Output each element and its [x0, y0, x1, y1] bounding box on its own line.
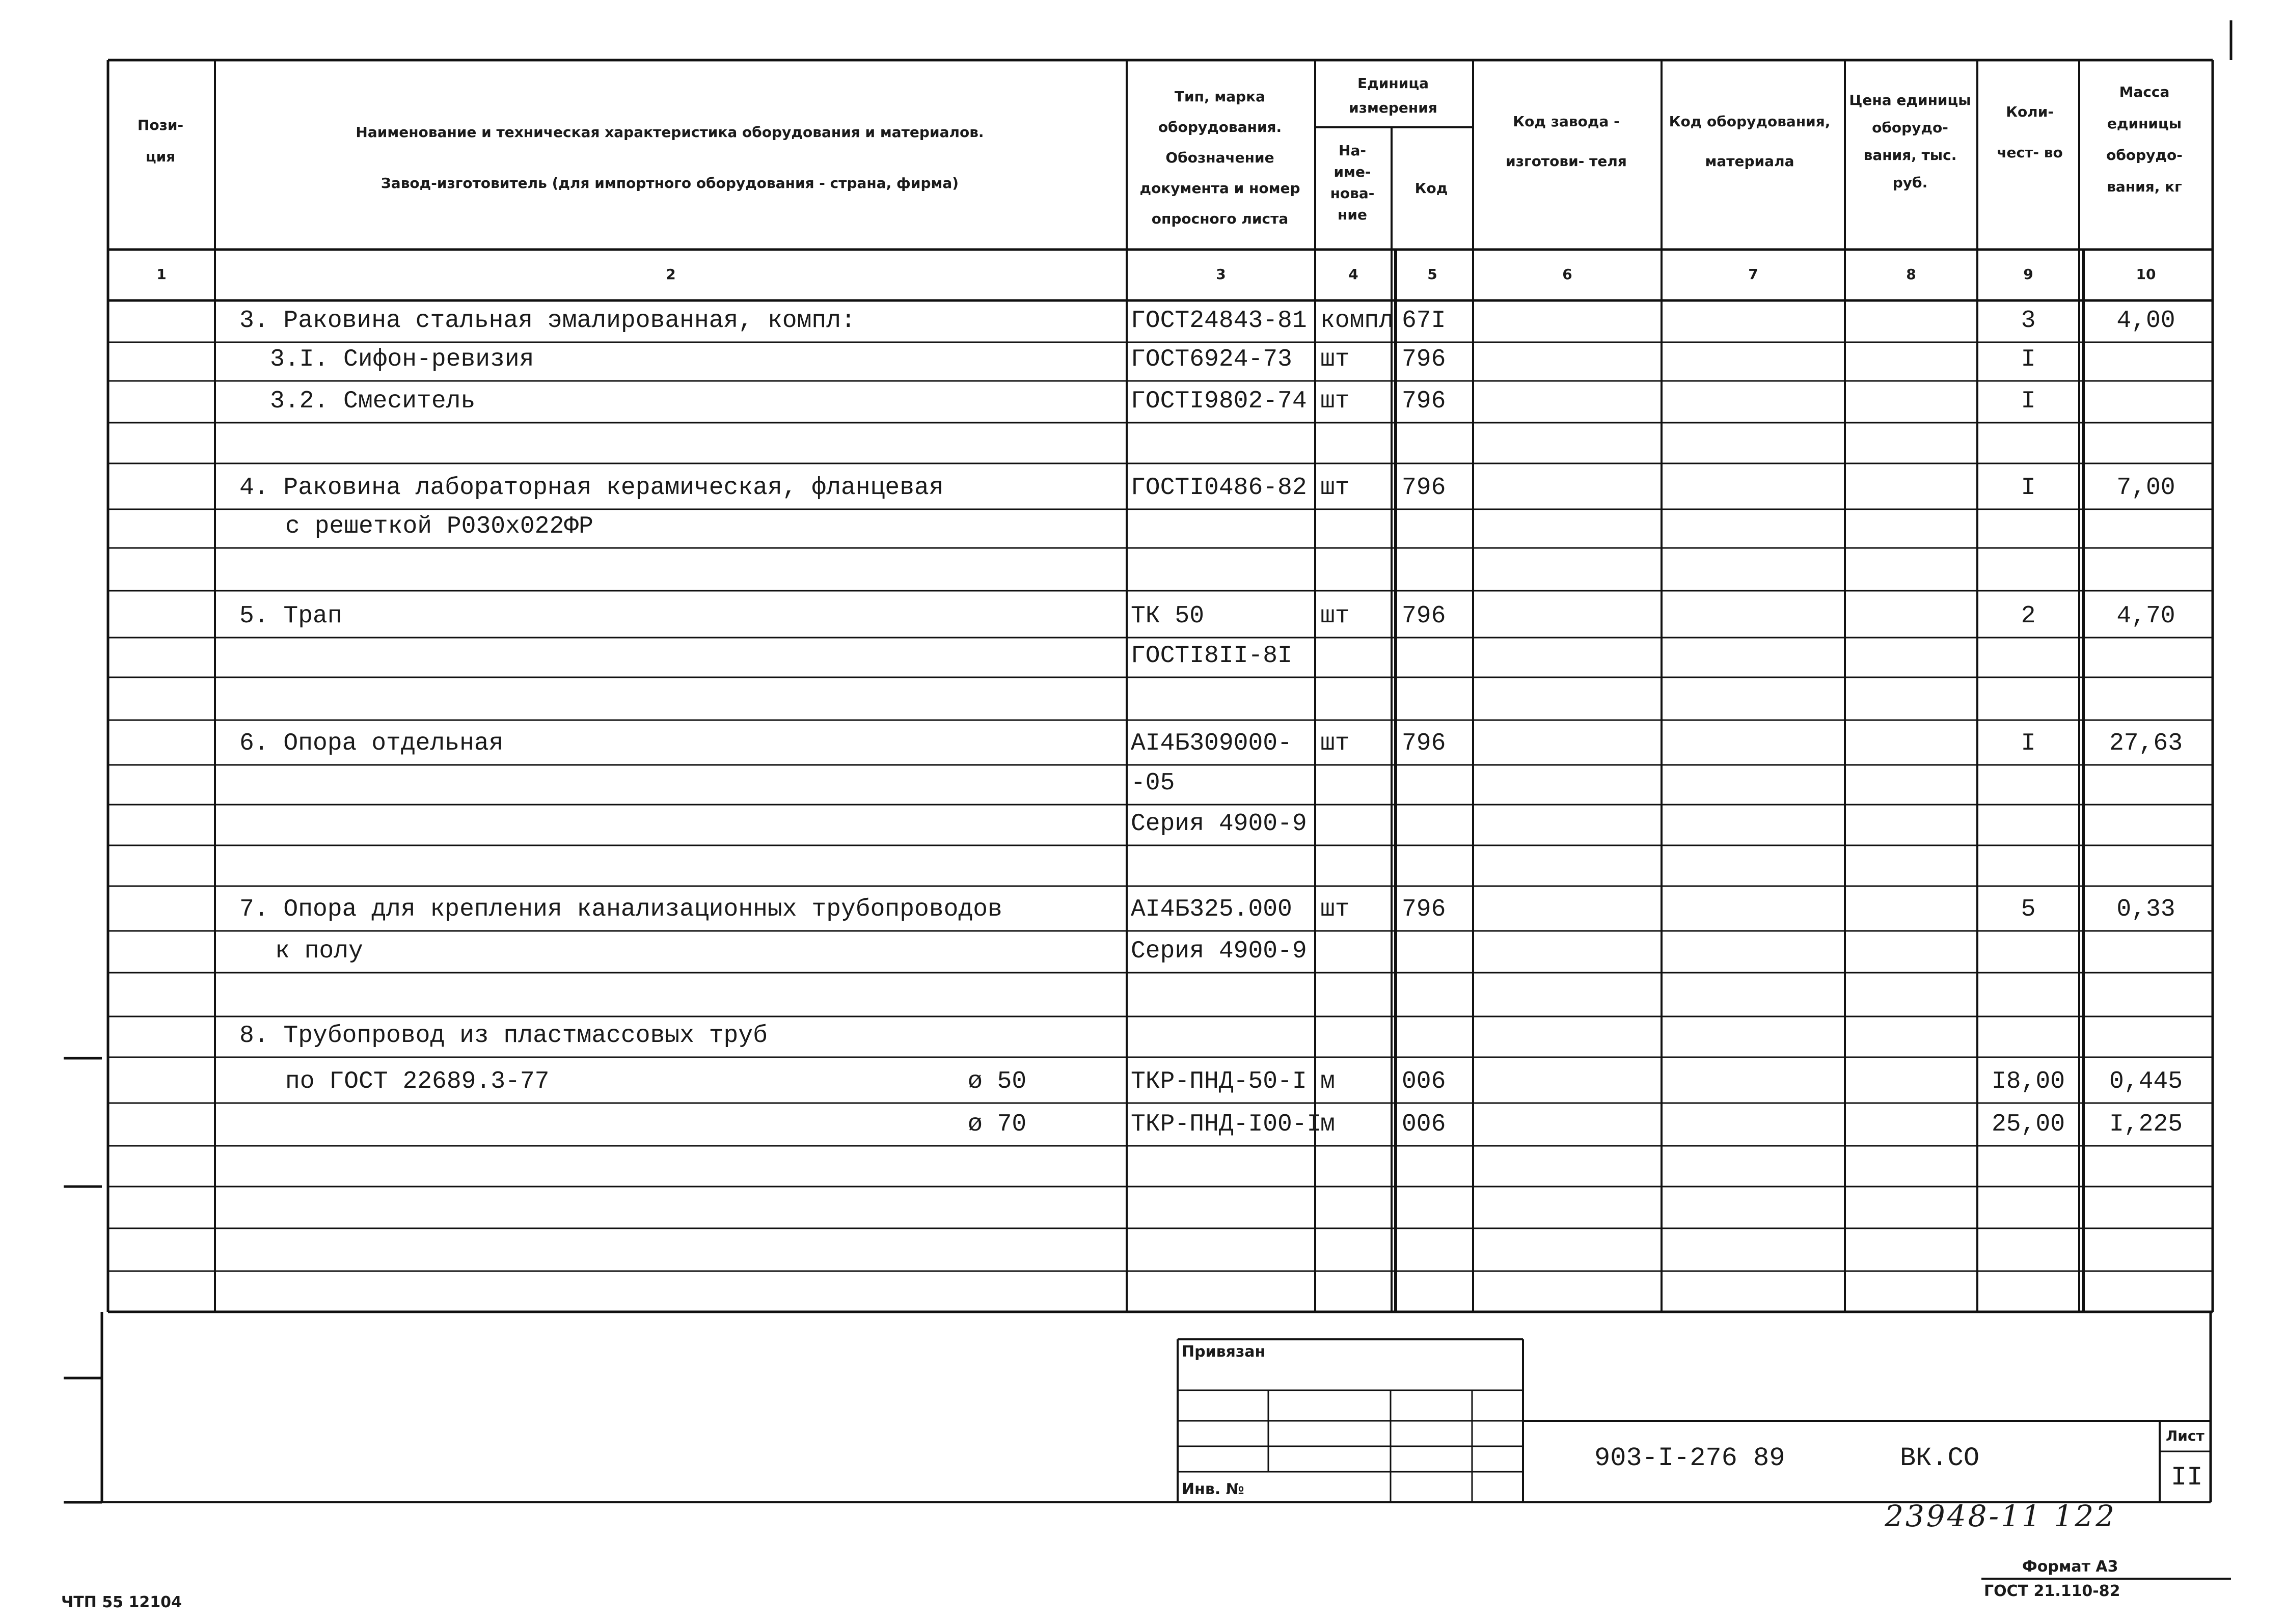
handwritten-number: 23948-11 122 — [1885, 1499, 2117, 1533]
row-quantity: I — [2021, 346, 2036, 373]
row-type: ГОСТ6924-73 — [1131, 346, 1292, 373]
row-quantity: 3 — [2021, 307, 2036, 335]
column-number: 6 — [1562, 266, 1572, 283]
row-unit-code: 006 — [1402, 1068, 1446, 1095]
row-unit-code: 67I — [1402, 307, 1446, 335]
column-number: 4 — [1348, 266, 1358, 283]
row-quantity: I — [2021, 474, 2036, 502]
stamp-section-code: ВК.СО — [1900, 1443, 1980, 1473]
stamp-sheet-number: II — [2171, 1463, 2203, 1493]
row-quantity: I8,00 — [1991, 1068, 2065, 1095]
header-type — [1128, 81, 1312, 234]
format-gost: ГОСТ 21.110-82 — [1984, 1582, 2120, 1600]
row-quantity: 5 — [2021, 896, 2036, 923]
row-mass: 4,00 — [2116, 307, 2175, 335]
header-position — [110, 109, 211, 173]
header-equipment-code — [1666, 102, 1834, 181]
header-price — [1846, 87, 1974, 197]
row-name: с решеткой Р030х022ФР — [285, 513, 593, 540]
format-label: Формат А3 — [2022, 1558, 2118, 1576]
row-unit: шт — [1320, 730, 1350, 757]
row-type: ТКР-ПНД-50-I — [1131, 1068, 1307, 1095]
row-type: Серия 4900-9 — [1131, 810, 1307, 838]
header-position-text: Пози- ция — [137, 117, 184, 165]
column-number: 10 — [2136, 266, 2156, 283]
row-unit: компл — [1320, 307, 1394, 335]
header-type-text: Тип, марка оборудования. Обозначение документа и номер опросного листа — [1139, 88, 1300, 227]
header-price-text: Цена единицы оборудо- вания, тыс. руб. — [1849, 92, 1971, 191]
column-number: 5 — [1427, 266, 1437, 283]
row-mass: 4,70 — [2116, 602, 2175, 630]
row-type: ГОСТI9802-74 — [1131, 388, 1307, 415]
row-name: 8. Трубопровод из пластмассовых труб — [239, 1022, 768, 1050]
row-unit: шт — [1320, 602, 1350, 630]
row-diameter: ø 50 — [968, 1068, 1027, 1095]
row-type: ТК 50 — [1131, 602, 1205, 630]
row-name: к полу — [275, 938, 363, 965]
column-number: 2 — [666, 266, 676, 283]
row-mass: I,225 — [2109, 1111, 2183, 1138]
row-unit-code: 796 — [1402, 602, 1446, 630]
header-unit-group-text: Единица измерения — [1349, 75, 1437, 116]
row-unit-code: 796 — [1402, 896, 1446, 923]
row-unit-code: 006 — [1402, 1111, 1446, 1138]
row-type: АI4Б325.000 — [1131, 896, 1292, 923]
stamp-document-code: 903-I-276 89 — [1594, 1443, 1785, 1473]
header-name-line2: Завод-изготовитель (для импортного оборудования - страна, фирма) — [380, 175, 959, 191]
row-type: ГОСТI8II-8I — [1131, 642, 1292, 670]
row-type: Серия 4900-9 — [1131, 938, 1307, 965]
header-maker-code-text: Код завода - изготови- теля — [1506, 113, 1627, 170]
header-name-line1: Наименование и техническая характеристика оборудования и материалов. — [356, 124, 984, 141]
row-name: по ГОСТ 22689.3-77 — [285, 1068, 550, 1095]
column-number: 1 — [156, 266, 167, 283]
row-type: ТКР-ПНД-I00-I — [1131, 1111, 1322, 1138]
header-quantity-text: Коли- чест- во — [1997, 103, 2063, 161]
column-number: 7 — [1748, 266, 1758, 283]
header-unit-group — [1319, 71, 1467, 120]
row-unit: шт — [1320, 388, 1350, 415]
stamp-sheet-label: Лист — [2166, 1427, 2205, 1444]
row-unit-code: 796 — [1402, 730, 1446, 757]
row-name: 5. Трап — [239, 602, 342, 630]
row-unit-code: 796 — [1402, 474, 1446, 502]
row-mass: 27,63 — [2109, 730, 2183, 757]
row-diameter: ø 70 — [968, 1111, 1027, 1138]
row-unit: шт — [1320, 346, 1350, 373]
row-name: 3.I. Сифон-ревизия — [270, 346, 534, 373]
row-name: 7. Опора для крепления канализационных трубопроводов — [239, 896, 1002, 923]
row-quantity: 2 — [2021, 602, 2036, 630]
row-quantity: I — [2021, 388, 2036, 415]
stamp-privyazan: Привязан — [1182, 1343, 1266, 1361]
row-unit: шт — [1320, 896, 1350, 923]
row-name: 3. Раковина стальная эмалированная, компл: — [239, 307, 856, 335]
column-number: 8 — [1906, 266, 1916, 283]
row-name: 6. Опора отдельная — [239, 730, 504, 757]
footer-code: ЧТП 55 12104 — [61, 1593, 182, 1611]
header-unit-code-text: Код — [1414, 180, 1448, 197]
header-equipment-code-text: Код оборудования, материала — [1669, 113, 1831, 170]
row-quantity: 25,00 — [1991, 1111, 2065, 1138]
column-number: 3 — [1216, 266, 1226, 283]
row-name: 3.2. Смеситель — [270, 388, 476, 415]
row-quantity: I — [2021, 730, 2036, 757]
header-mass-text: Масса единицы оборудо- вания, кг — [2106, 84, 2183, 195]
row-type: -05 — [1131, 769, 1175, 797]
header-quantity — [1984, 92, 2076, 173]
column-number: 9 — [2023, 266, 2033, 283]
row-name: 4. Раковина лабораторная керамическая, фланцевая — [239, 474, 944, 502]
row-mass: 0,445 — [2109, 1068, 2183, 1095]
row-type: ГОСТI0486-82 — [1131, 474, 1307, 502]
row-mass: 7,00 — [2116, 474, 2175, 502]
header-mass — [2081, 76, 2208, 203]
header-name — [216, 107, 1123, 209]
row-unit: м — [1320, 1068, 1335, 1095]
header-unit-name-text: На- име- нова- ние — [1330, 142, 1375, 223]
header-unit-code — [1393, 173, 1469, 204]
row-unit-code: 796 — [1402, 388, 1446, 415]
row-mass: 0,33 — [2116, 896, 2175, 923]
row-type: АI4Б309000- — [1131, 730, 1292, 757]
stamp-inventory-number: Инв. № — [1182, 1480, 1244, 1498]
row-type: ГОСТ24843-81 — [1131, 307, 1307, 335]
row-unit: м — [1320, 1111, 1335, 1138]
row-unit: шт — [1320, 474, 1350, 502]
row-unit-code: 796 — [1402, 346, 1446, 373]
header-maker-code — [1490, 102, 1643, 181]
header-unit-name — [1317, 140, 1388, 226]
